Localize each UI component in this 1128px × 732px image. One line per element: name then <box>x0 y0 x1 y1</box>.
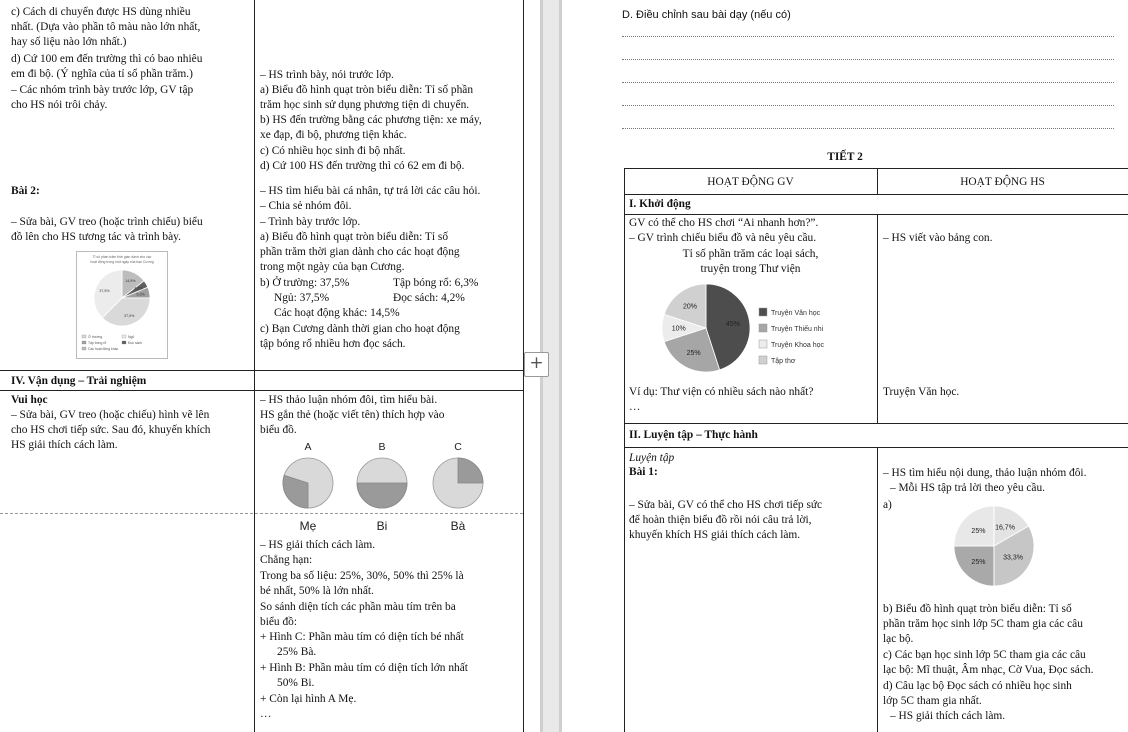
fix-line: khuyến khích HS giải thích cách làm. <box>629 529 801 541</box>
answer-c2-line: c) Bạn Cương dành thời gian cho hoạt động <box>260 323 460 335</box>
library-legend-label: Truyện Khoa học <box>771 342 825 349</box>
compare-line: Trong ba số liệu: 25%, 30%, 50% thì 25% là <box>260 570 464 582</box>
column-divider <box>254 0 255 732</box>
legend-swatch <box>122 335 126 338</box>
abc-pies <box>270 438 520 532</box>
hs-attach-line: HS gắn thẻ (hoặc viết tên) thích hợp vào <box>260 409 445 421</box>
legend-swatch <box>82 341 86 344</box>
club-slice-label: 25% <box>971 559 986 567</box>
legend-swatch <box>82 335 86 338</box>
answer-b2-school: b) Ở trường: 37,5% <box>260 277 350 289</box>
legend-label: Ngủ <box>128 334 135 339</box>
answer-c: c) Có nhiều học sinh đi bộ nhất. <box>260 145 406 157</box>
c-question-line: hay số liệu nào lớn nhất.) <box>11 36 127 48</box>
bai1-heading: Bài 1: <box>629 466 658 478</box>
area-line: biểu đồ: <box>260 616 298 628</box>
figure-b-line: + Hình B: Phần màu tím có diện tích lớn nhất <box>260 662 468 674</box>
practice-label: Luyện tập <box>629 452 675 464</box>
hs-answer: – Mỗi HS tập trả lời theo yêu cầu. <box>890 482 1046 494</box>
dotted-line <box>622 82 1114 83</box>
pie-letter: C <box>454 441 462 453</box>
answer-a-line: a) Biểu đồ hình quạt tròn biểu diễn: Tỉ số phần <box>260 84 474 96</box>
warmup-heading: I. Khởi động <box>629 198 691 210</box>
club-slice-label: 25% <box>971 527 986 535</box>
club-slice-label: 16,7% <box>995 524 1015 532</box>
hs-pair-share: – Chia sẻ nhóm đôi. <box>260 200 352 212</box>
part-b-line: b) Biểu đồ hình quạt tròn biểu diễn: Tỉ số <box>883 603 1072 615</box>
vui-hoc-heading: Vui học <box>11 394 48 406</box>
d-question-line: d) Cứ 100 em đến trường thì có bao nhiêu <box>11 53 203 65</box>
table-border <box>624 194 1128 195</box>
library-chart-title: Tỉ số phần trăm các loại sách, <box>682 248 819 260</box>
library-legend-label: Truyện Thiếu nhi <box>771 326 824 333</box>
hs-attach-line: biểu đồ. <box>260 424 297 436</box>
row-border <box>0 370 523 371</box>
library-slice-label: 25% <box>686 349 701 357</box>
part-b-line: phần trăm học sinh lớp 5C tham gia các câu <box>883 618 1083 630</box>
answer-b2-sleep: Ngủ: 37,5% <box>274 292 330 304</box>
legend-swatch <box>82 347 86 350</box>
library-slice-label: 10% <box>671 325 686 333</box>
part-c-line: c) Các bạn học sinh lớp 5C tham gia các câu <box>883 649 1086 661</box>
thumb-title: hoạt động trong một ngày của bạn Cương <box>90 260 154 264</box>
answer-a2-line: phần trăm thời gian dành cho các hoạt động <box>260 246 460 258</box>
compare-line: bé nhất, 50% là lớn nhất. <box>260 585 374 597</box>
legend-label: Các hoạt động khác <box>88 346 119 351</box>
dotted-line <box>622 36 1114 37</box>
library-legend-label: Truyện Văn học <box>771 310 821 317</box>
part-d-line: lớp 5C tham gia nhất. <box>883 695 982 707</box>
table-border <box>877 214 878 423</box>
activity-slice-label: 37,5% <box>99 288 110 293</box>
vui-hoc-line: HS giải thích cách làm. <box>11 439 118 451</box>
hs-explain: – HS giải thích cách làm. <box>260 539 376 551</box>
bai2-heading: Bài 2: <box>11 185 40 197</box>
legend-swatch <box>122 341 126 344</box>
table-border <box>624 423 1128 424</box>
fix-line: để hoàn thiện biểu đồ rồi nói câu trả lời, <box>629 514 812 526</box>
example-label: Chẳng hạn: <box>260 554 313 566</box>
shaded-slice <box>458 458 483 483</box>
right-page <box>562 0 1128 732</box>
library-legend-label: Tập thơ <box>771 358 796 365</box>
ellipsis: … <box>629 401 641 413</box>
legend-label: Ở trường <box>88 334 103 339</box>
dotted-line <box>622 128 1114 129</box>
lesson-title: TIẾT 2 <box>827 151 863 163</box>
figure-a-line: + Còn lại hình A Mẹ. <box>260 693 357 705</box>
club-slice <box>954 506 994 546</box>
header-teacher: HOẠT ĐỘNG GV <box>707 176 794 188</box>
pie-letter: A <box>304 441 312 453</box>
dotted-line <box>622 59 1114 60</box>
c-question-line: c) Cách di chuyển được HS dùng nhiều <box>11 6 191 18</box>
pie-owner-label: Mẹ <box>299 519 317 532</box>
left-page <box>0 0 540 732</box>
fix-line: – Sửa bài, GV có thể cho HS chơi tiếp sức <box>629 499 823 511</box>
pie-owner-label: Bi <box>376 519 388 532</box>
header-student: HOẠT ĐỘNG HS <box>960 176 1045 188</box>
shaded-slice <box>357 483 407 508</box>
legend-label: Tập bóng rổ <box>88 340 107 345</box>
figure-b-values: 50% Bi. <box>277 677 315 689</box>
answer-c2-line: tập bóng rổ nhiều hơn đọc sách. <box>260 338 406 350</box>
pie-letter: B <box>378 441 386 453</box>
part-b-line: lạc bộ. <box>883 633 914 645</box>
hs-self-study: – HS tìm hiểu bài cá nhân, tự trả lời các câu hỏi. <box>260 185 481 197</box>
activity-slice-label: 6,3% <box>136 292 145 297</box>
groups-line: cho HS nói trôi chảy. <box>11 99 108 111</box>
example-question: Ví dụ: Thư viện có nhiều sách nào nhất? <box>629 386 814 398</box>
game-intro: GV có thể cho HS chơi “Ai nhanh hơn?”. <box>629 217 819 229</box>
figure-c-line: + Hình C: Phần màu tím có diện tích bé nhất <box>260 631 464 643</box>
library-slice-label: 20% <box>682 303 697 311</box>
table-border <box>624 168 1128 169</box>
library-legend-swatch <box>759 356 767 364</box>
thumb-title: Tỉ số phần trăm thời gian dành cho các <box>92 255 152 259</box>
answer-a2-line: a) Biểu đồ hình quạt tròn biểu diễn: Tỉ số <box>260 231 449 243</box>
library-pie-chart <box>654 280 864 380</box>
answer-b-line: xe đạp, đi bộ, phương tiện khác. <box>260 129 407 141</box>
library-legend-swatch <box>759 324 767 332</box>
activity-slice-label: 14,5% <box>125 279 136 284</box>
activity-slice-label: 4,2% <box>134 286 143 291</box>
answer-b-line: b) HS đến trường bằng các phương tiện: xe máy, <box>260 114 482 126</box>
section-2-heading: II. Luyện tập – Thực hành <box>629 429 758 441</box>
figure-c-values: 25% Bà. <box>277 646 317 658</box>
vui-hoc-line: cho HS chơi tiếp sức. Sau đó, khuyến khích <box>11 424 211 436</box>
bai2-fix-line: – Sửa bài, GV treo (hoặc trình chiếu) biểu <box>11 216 203 228</box>
hs-discuss: – HS thảo luận nhóm đôi, tìm hiểu bài. <box>260 394 438 406</box>
activity-slice-label: 37,5% <box>124 313 135 318</box>
part-d-line: d) Câu lạc bộ Đọc sách có nhiều học sinh <box>883 680 1072 692</box>
hs-research: – HS tìm hiểu nội dung, thảo luận nhóm đôi. <box>883 467 1087 479</box>
library-slice-label: 45% <box>725 321 740 329</box>
bai2-fix-line: đồ lên cho HS tương tác và trình bày. <box>11 231 181 243</box>
activity-pie-thumbnail <box>76 251 168 359</box>
table-border <box>877 447 878 732</box>
table-border <box>624 214 1128 215</box>
answer-a2-line: trong một ngày của bạn Cương. <box>260 261 405 273</box>
club-slice-label: 33,3% <box>1003 554 1023 562</box>
hs-explain-2: – HS giải thích cách làm. <box>890 710 1006 722</box>
hs-present-2: – Trình bày trước lớp. <box>260 216 361 228</box>
hs-write: – HS viết vào bảng con. <box>883 232 993 244</box>
library-legend-swatch <box>759 340 767 348</box>
part-a: a) <box>883 499 892 511</box>
pie-owner-label: Bà <box>450 519 466 532</box>
legend-label: Đọc sách <box>128 340 143 345</box>
add-page-button[interactable]: + <box>524 352 549 377</box>
hs-present: – HS trình bày, nói trước lớp. <box>260 69 394 81</box>
answer-d: d) Cứ 100 HS đến trường thì có 62 em đi bộ. <box>260 160 465 172</box>
section-d-heading: D. Điều chỉnh sau bài dạy (nếu có) <box>622 9 791 21</box>
dotted-line <box>622 105 1114 106</box>
part-c-line: lạc bộ: Mĩ thuật, Âm nhạc, Cờ Vua, Đọc sách. <box>883 664 1094 676</box>
area-line: So sánh diện tích các phần màu tím trên ba <box>260 601 456 613</box>
teacher-show: – GV trình chiếu biểu đồ và nêu yêu cầu. <box>629 232 817 244</box>
library-chart-title: truyện trong Thư viện <box>700 263 801 275</box>
answer-b2-other: Các hoạt động khác: 14,5% <box>274 307 400 319</box>
vui-hoc-line: – Sửa bài, GV treo (hoặc chiếu) hình vẽ lên <box>11 409 210 421</box>
answer-b2-basketball: Tập bóng rổ: 6,3% <box>393 277 479 289</box>
library-legend-swatch <box>759 308 767 316</box>
example-answer: Truyện Văn học. <box>883 386 960 398</box>
c-question-line: nhất. (Dựa vào phần tô màu nào lớn nhất, <box>11 21 201 33</box>
club-pie-chart <box>952 504 1036 588</box>
groups-line: – Các nhóm trình bày trước lớp, GV tập <box>11 84 194 96</box>
answer-b2-read: Đọc sách: 4,2% <box>393 292 465 304</box>
row-border <box>0 390 523 391</box>
ellipsis: … <box>260 708 272 720</box>
section-4-heading: IV. Vận dụng – Trải nghiệm <box>11 375 147 387</box>
d-question-line: em đi bộ. (Ý nghĩa của tỉ số phần trăm.) <box>11 68 193 80</box>
answer-a-line: trăm học sinh sử dụng phương tiện di chuyển. <box>260 99 470 111</box>
table-border <box>624 447 1128 448</box>
